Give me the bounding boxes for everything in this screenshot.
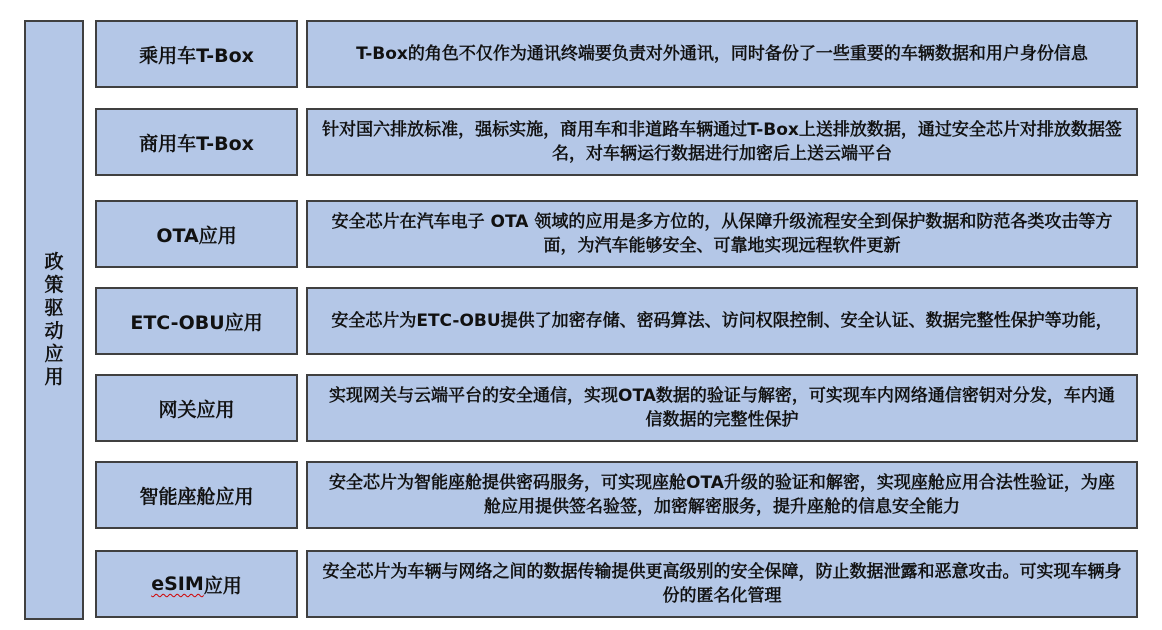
row-label-esim	[95, 550, 298, 618]
row-desc-esim: 安全芯片为车辆与网络之间的数据传输提供更高级别的安全保障，防止数据泄露和恶意攻击。可实现车辆身份的匿名化管理	[306, 550, 1138, 618]
row-label-gateway: 网关应用	[95, 374, 298, 442]
row-label-smart-cockpit: 智能座舱应用	[95, 461, 298, 529]
row-desc-etc-obu: 安全芯片为ETC-OBU提供了加密存储、密码算法、访问权限控制、安全认证、数据完整性保护等功能，	[306, 287, 1138, 355]
side-label: 政策驱动应用	[44, 251, 64, 388]
esim-label-prefix: eSIM	[151, 573, 204, 595]
row-desc-ota: 安全芯片在汽车电子 OTA 领域的应用是多方位的，从保障升级流程安全到保护数据和防范各类攻击等方面，为汽车能够安全、可靠地实现远程软件更新	[306, 200, 1138, 268]
row-label-commercial-tbox: 商用车T-Box	[95, 108, 298, 176]
policy-driven-panel	[24, 20, 84, 620]
row-label-etc-obu: ETC-OBU应用	[95, 287, 298, 355]
row-desc-smart-cockpit: 安全芯片为智能座舱提供密码服务，可实现座舱OTA升级的验证和解密，实现座舱应用合法性验证，为座舱应用提供签名验签，加密解密服务，提升座舱的信息安全能力	[306, 461, 1138, 529]
row-desc-commercial-tbox: 针对国六排放标准，强标实施，商用车和非道路车辆通过T-Box上送排放数据，通过安全芯片对排放数据签名，对车辆运行数据进行加密后上送云端平台	[306, 108, 1138, 176]
row-label-ota: OTA应用	[95, 200, 298, 268]
row-label-passenger-tbox: 乘用车T-Box	[95, 20, 298, 88]
esim-label-suffix: 应用	[203, 574, 242, 597]
row-desc-passenger-tbox: T-Box的角色不仅作为通讯终端要负责对外通讯，同时备份了一些重要的车辆数据和用户身份信息	[306, 20, 1138, 88]
row-desc-gateway: 实现网关与云端平台的安全通信，实现OTA数据的验证与解密，可实现车内网络通信密钥对分发，车内通信数据的完整性保护	[306, 374, 1138, 442]
